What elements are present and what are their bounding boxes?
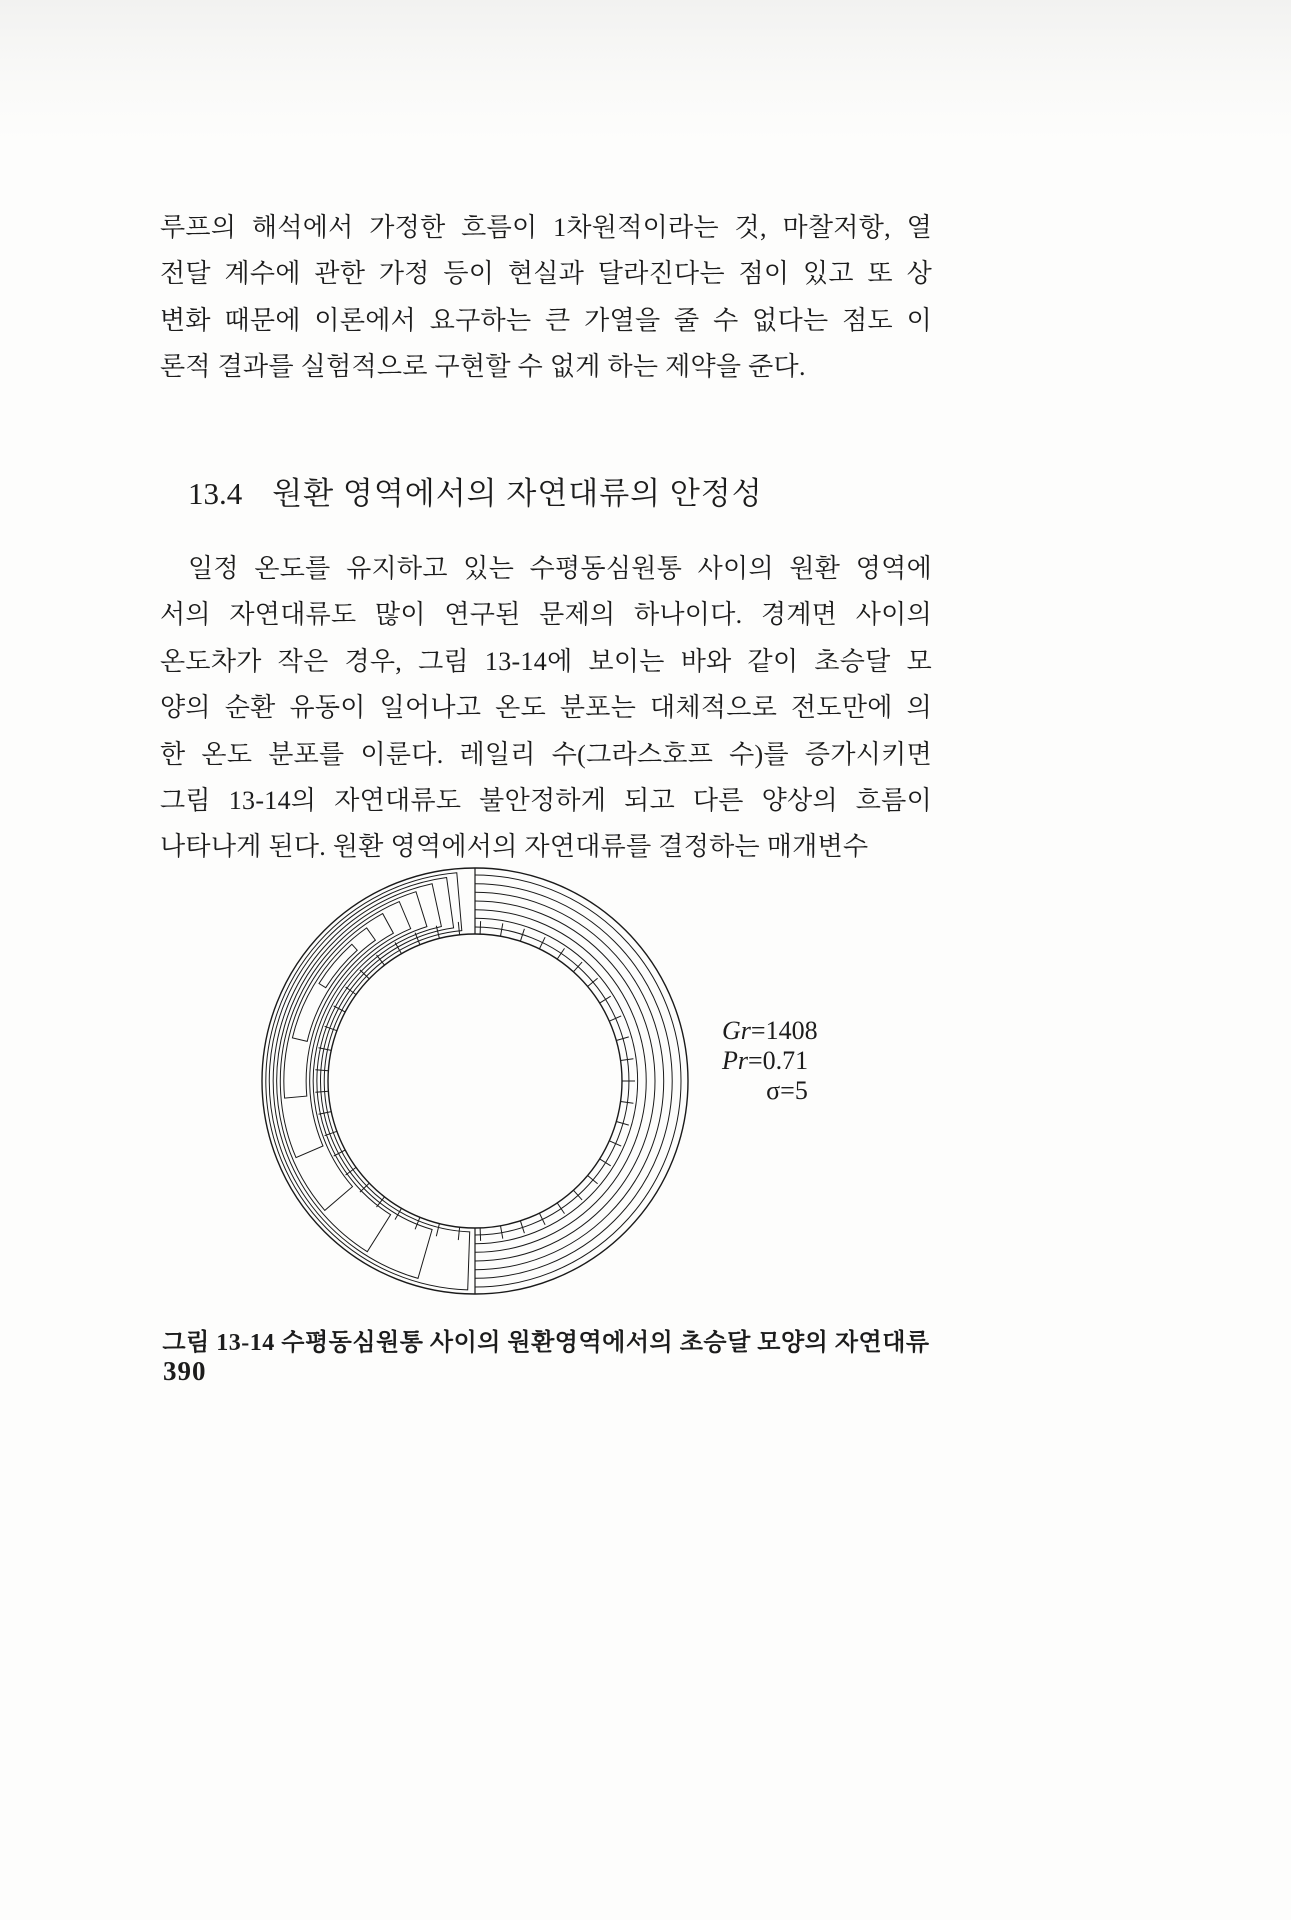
text-line: 론적 결과를 실험적으로 구현할 수 없게 하는 제약을 준다. bbox=[160, 352, 806, 382]
inner-cylinder-circle bbox=[328, 934, 622, 1228]
parameter-symbol: σ bbox=[766, 1076, 781, 1105]
annulus-diagram-svg bbox=[239, 848, 719, 1318]
section-heading bbox=[188, 468, 763, 513]
text-line: 변화 때문에 이론에서 요구하는 큰 가열을 줄 수 없다는 점도 이 bbox=[160, 305, 932, 335]
isotherm-line bbox=[475, 918, 638, 1243]
paragraph-1 bbox=[160, 205, 932, 391]
text-line: 루프의 해석에서 가정한 흐름이 1차원적이라는 것, 마찰저항, 열 bbox=[160, 213, 932, 242]
tick-mark bbox=[557, 948, 564, 959]
isotherm-line bbox=[475, 927, 629, 1235]
tick-mark bbox=[557, 1203, 564, 1214]
tick-mark bbox=[480, 1228, 481, 1241]
text-line: 일정 온도를 유지하고 있는 수평동심원통 사이의 원환 영역에 bbox=[188, 554, 932, 583]
text-line: 한 온도 분포를 이룬다. 레일리 수(그라스호프 수)를 증가시키면 bbox=[160, 739, 932, 769]
scan-shadow bbox=[0, 0, 1291, 140]
figure-annulus-diagram bbox=[239, 848, 719, 1318]
paragraph-2 bbox=[160, 546, 932, 871]
text-line: 전달 계수에 관한 가정 등이 현실과 달라진다는 점이 있고 또 상 bbox=[160, 259, 932, 289]
parameter-line bbox=[722, 1016, 852, 1046]
text-line: 그림 13-14의 자연대류도 불안정하게 되고 다른 양상의 흐름이 bbox=[160, 785, 932, 815]
parameter-symbol: Gr bbox=[722, 1016, 751, 1045]
tick-mark bbox=[458, 1227, 459, 1240]
text-line: 서의 자연대류도 많이 연구된 문제의 하나이다. 경계면 사이의 bbox=[160, 600, 932, 630]
section-title: 원환 영역에서의 자연대류의 안정성 bbox=[272, 476, 763, 511]
text-line: 온도차가 작은 경우, 그림 13-14에 보이는 바와 같이 초승달 모 bbox=[160, 646, 932, 676]
parameter-line bbox=[722, 1046, 852, 1076]
isotherm-line bbox=[475, 884, 672, 1279]
streamline-loop bbox=[273, 884, 441, 1252]
tick-mark bbox=[480, 921, 481, 934]
parameter-symbol: Pr bbox=[722, 1046, 748, 1075]
parameter-value: =1408 bbox=[750, 1016, 818, 1045]
parameter-value: =5 bbox=[780, 1076, 808, 1105]
streamline-loop bbox=[292, 928, 375, 1042]
tick-mark bbox=[458, 922, 459, 935]
figure-caption: 그림 13-14 수평동심원통 사이의 원환영역에서의 초승달 모양의 자연대류 bbox=[162, 1330, 930, 1356]
streamline-loop bbox=[269, 878, 453, 1279]
text-line: 양의 순환 유동이 일어나고 온도 분포는 대체적으로 전도만에 의 bbox=[160, 693, 932, 723]
streamline-loop bbox=[284, 914, 394, 1099]
section-number: 13.4 bbox=[188, 476, 243, 511]
tick-mark bbox=[436, 1224, 439, 1237]
figure-parameters bbox=[722, 1016, 852, 1106]
parameter-value: =0.71 bbox=[748, 1046, 809, 1075]
page-number: 390 bbox=[163, 1356, 207, 1386]
parameter-line bbox=[722, 1076, 852, 1106]
text-line: 나타나게 된다. 원환 영역에서의 자연대류를 결정하는 매개변수 bbox=[160, 832, 869, 862]
